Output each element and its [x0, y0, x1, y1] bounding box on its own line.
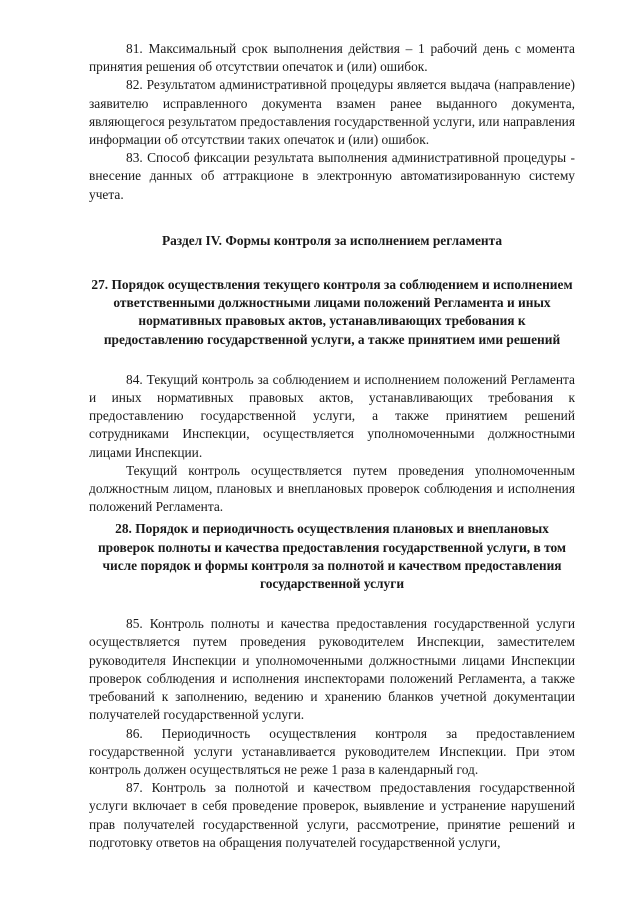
paragraph-83: 83. Способ фиксации результата выполнения административной процедуры - внесение данных об аттракционе в электронную автоматизированную систему учета.	[89, 150, 575, 202]
paragraph-87: 87. Контроль за полнотой и качеством предоставления государственной услуги включает в себя проведение проверок, выявление и устранение нарушений прав получателей государственной услуги, рассмотрение, принятие решений и подготовку ответов на обращения получателей государственной услуги,	[89, 780, 575, 850]
subsection-27-title: 27. Порядок осуществления текущего контроля за соблюдением и исполнением ответственными должностными лицами положений Регламента и иных нормативных правовых актов, устанавливающих требования к предоставлению государственной услуги, а также принятием ими решений	[91, 277, 573, 347]
paragraph-85: 85. Контроль полноты и качества предоставления государственной услуги осуществляется путем проведения руководителем Инспекции, заместителем руководителя Инспекции и уполномоченными должностными лицами Инспекции проверок соблюдения и исполнения инспекторами положений Регламента, а также требований к заполнению, ведению и хранению бланков учетной документации получателей государственной услуги.	[89, 616, 575, 723]
paragraph-82: 82. Результатом административной процедуры является выдача (направление) заявителю исправленного документа взамен ранее выданного документа, являющегося результатом предоставления государственной услуги, или направления информации об отсутствии таких опечаток и (или) ошибок.	[89, 77, 575, 148]
paragraph-84-continued: Текущий контроль осуществляется путем проведения уполномоченным должностным лицом, плановых и внеплановых проверок соблюдения и исполнения положений Регламента.	[89, 462, 575, 515]
paragraph-81: 81. Максимальный срок выполнения действия – 1 рабочий день с момента принятия решения об отсутствии опечаток и (или) ошибок.	[89, 41, 575, 75]
document-page	[89, 40, 575, 852]
section-title: Раздел IV. Формы контроля за исполнением регламента	[161, 232, 503, 248]
paragraph-84: 84. Текущий контроль за соблюдением и исполнением положений Регламента и иных нормативных правовых актов, устанавливающих требования к предоставлению государственной услуги, а также принятием решений сотрудниками Инспекции, осуществляется уполномоченными должностными лицами Инспекции.	[89, 371, 575, 460]
paragraph-86: 86. Периодичность осуществления контроля за предоставлением государственной услуги устанавливается руководителем Инспекции. При этом контроль должен осуществляться не реже 1 раза в календарный год.	[89, 725, 575, 777]
subsection-28-title: 28. Порядок и периодичность осуществления плановых и внеплановых проверок полноты и качества предоставления государственной услуги, в том числе порядок и формы контроля за полнотой и качеством предоставления государственной услуги	[97, 521, 567, 592]
